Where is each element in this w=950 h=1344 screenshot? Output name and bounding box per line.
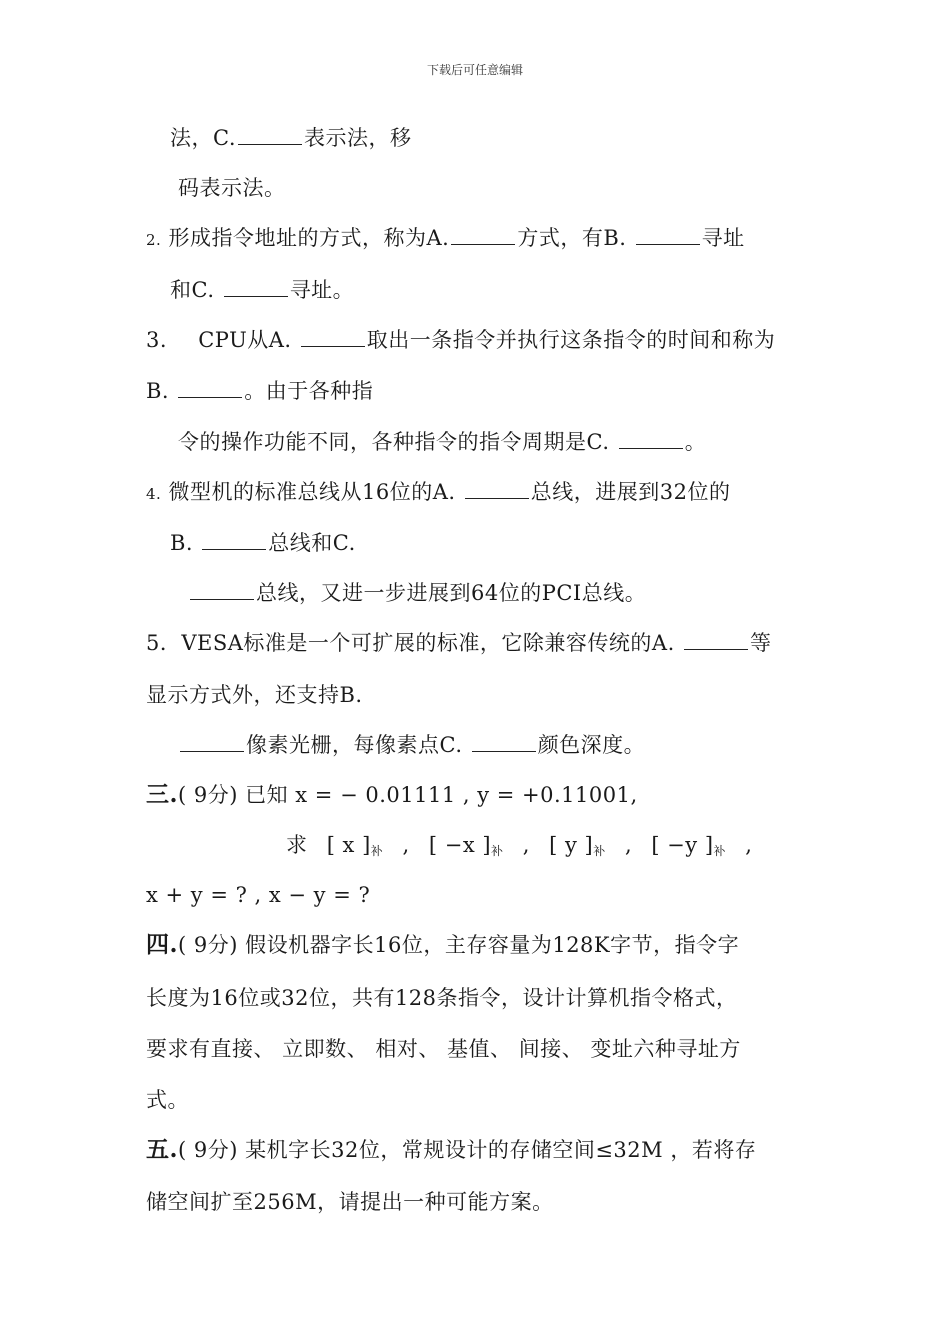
fill-blank — [636, 224, 700, 245]
section-3-line-1 — [146, 780, 638, 810]
text: 法，C. — [170, 126, 236, 150]
fill-blank — [190, 579, 254, 600]
text: ( 9分) 已知 x = − 0.01111 , y = +0.11001, — [178, 783, 638, 807]
question-4 — [146, 477, 730, 509]
subscript: 补 — [491, 844, 504, 858]
page-header: 下载后可任意编辑 — [426, 63, 523, 77]
question-number: 2. — [146, 231, 162, 249]
text: ( 9分) 某机字长32位，常规设计的存储空间≤32M ，若将存 — [178, 1138, 757, 1162]
complement-item: [ y ] — [549, 833, 594, 857]
text: 像素光栅，每像素点C. — [246, 733, 463, 757]
fill-blank — [465, 478, 529, 499]
section-4-line-4: 式。 — [146, 1088, 189, 1112]
section-number: 五. — [146, 1136, 179, 1163]
text: 。 — [684, 430, 707, 454]
complement-item: [ x ] — [326, 833, 371, 857]
text: 形成指令地址的方式，称为A. — [168, 226, 450, 250]
subscript: 补 — [713, 844, 727, 858]
fill-blank — [619, 428, 683, 449]
text: 等 — [749, 631, 772, 655]
question-number: 3. — [146, 328, 168, 352]
text: 颜色深度。 — [537, 733, 646, 757]
section-3-line-2 — [286, 830, 752, 866]
section-3-line-3: x + y = ? , x − y = ? — [146, 883, 371, 907]
text: 表示法，移 — [304, 126, 412, 150]
section-5-line-2: 储空间扩至256M，请提出一种可能方案。 — [146, 1190, 554, 1214]
text: ( 9分) 假设机器字长16位，主存容量为128K字节，指令字 — [178, 933, 740, 957]
question-5-cont2 — [178, 730, 645, 760]
question-2 — [146, 223, 745, 255]
text: CPU从A. — [198, 328, 292, 352]
text: 。由于各种指 — [244, 379, 374, 403]
section-number: 四. — [146, 931, 179, 958]
section-5-line-1 — [146, 1135, 756, 1165]
section-4-line-3: 要求有直接、 立即数、 相对、 基值、 间接、 变址六种寻址方 — [146, 1037, 741, 1061]
fill-blank — [238, 124, 302, 145]
question-3-cont2 — [178, 427, 706, 457]
fill-blank — [684, 629, 748, 650]
question-5 — [146, 628, 771, 658]
subscript: 补 — [593, 844, 606, 858]
question-4-cont2 — [188, 578, 646, 608]
text: 寻址。 — [289, 278, 355, 302]
fill-blank — [178, 377, 242, 398]
section-4-line-1 — [146, 930, 739, 960]
separator: , — [402, 833, 410, 857]
question-4-cont — [170, 528, 356, 558]
text: 和C. — [170, 278, 215, 302]
text: 总线，进展到32位的 — [530, 480, 731, 504]
subscript: 补 — [370, 844, 384, 858]
text: 取出一条指令并执行这条指令的时间和称为 — [366, 328, 776, 352]
fill-blank — [301, 326, 365, 347]
separator: , — [745, 833, 753, 857]
text: 总线和C. — [268, 531, 356, 555]
separator: , — [624, 833, 633, 857]
complement-item: [ −x ] — [428, 833, 492, 857]
text: B. — [170, 531, 194, 555]
section-number: 三. — [146, 781, 179, 808]
question-number: 4. — [146, 485, 162, 503]
separator: , — [522, 833, 530, 857]
fill-blank — [202, 529, 266, 550]
text: 求 — [286, 833, 308, 857]
text: 令的操作功能不同，各种指令的指令周期是C. — [178, 430, 610, 454]
text: 寻址 — [701, 226, 745, 250]
question-3 — [146, 325, 775, 355]
fill-blank — [451, 224, 515, 245]
complement-item: [ −y ] — [651, 833, 714, 857]
fill-blank — [472, 731, 536, 752]
question-3-cont — [146, 376, 373, 406]
question-5-cont: 显示方式外，还支持B. — [146, 683, 363, 707]
line-1 — [170, 123, 412, 153]
text: 微型机的标准总线从16位的A. — [168, 480, 456, 504]
fill-blank — [224, 276, 288, 297]
question-2-cont — [170, 275, 354, 305]
section-4-line-2: 长度为16位或32位，共有128条指令，设计计算机指令格式， — [146, 986, 738, 1010]
fill-blank — [180, 731, 244, 752]
text: 方式，有B. — [517, 226, 627, 250]
text: B. — [146, 379, 170, 403]
text: 5．VESA标准是一个可扩展的标准，它除兼容传统的A. — [146, 631, 675, 655]
line-2: 码表示法。 — [178, 176, 286, 200]
text: 总线，又进一步进展到64位的PCI总线。 — [256, 581, 647, 605]
